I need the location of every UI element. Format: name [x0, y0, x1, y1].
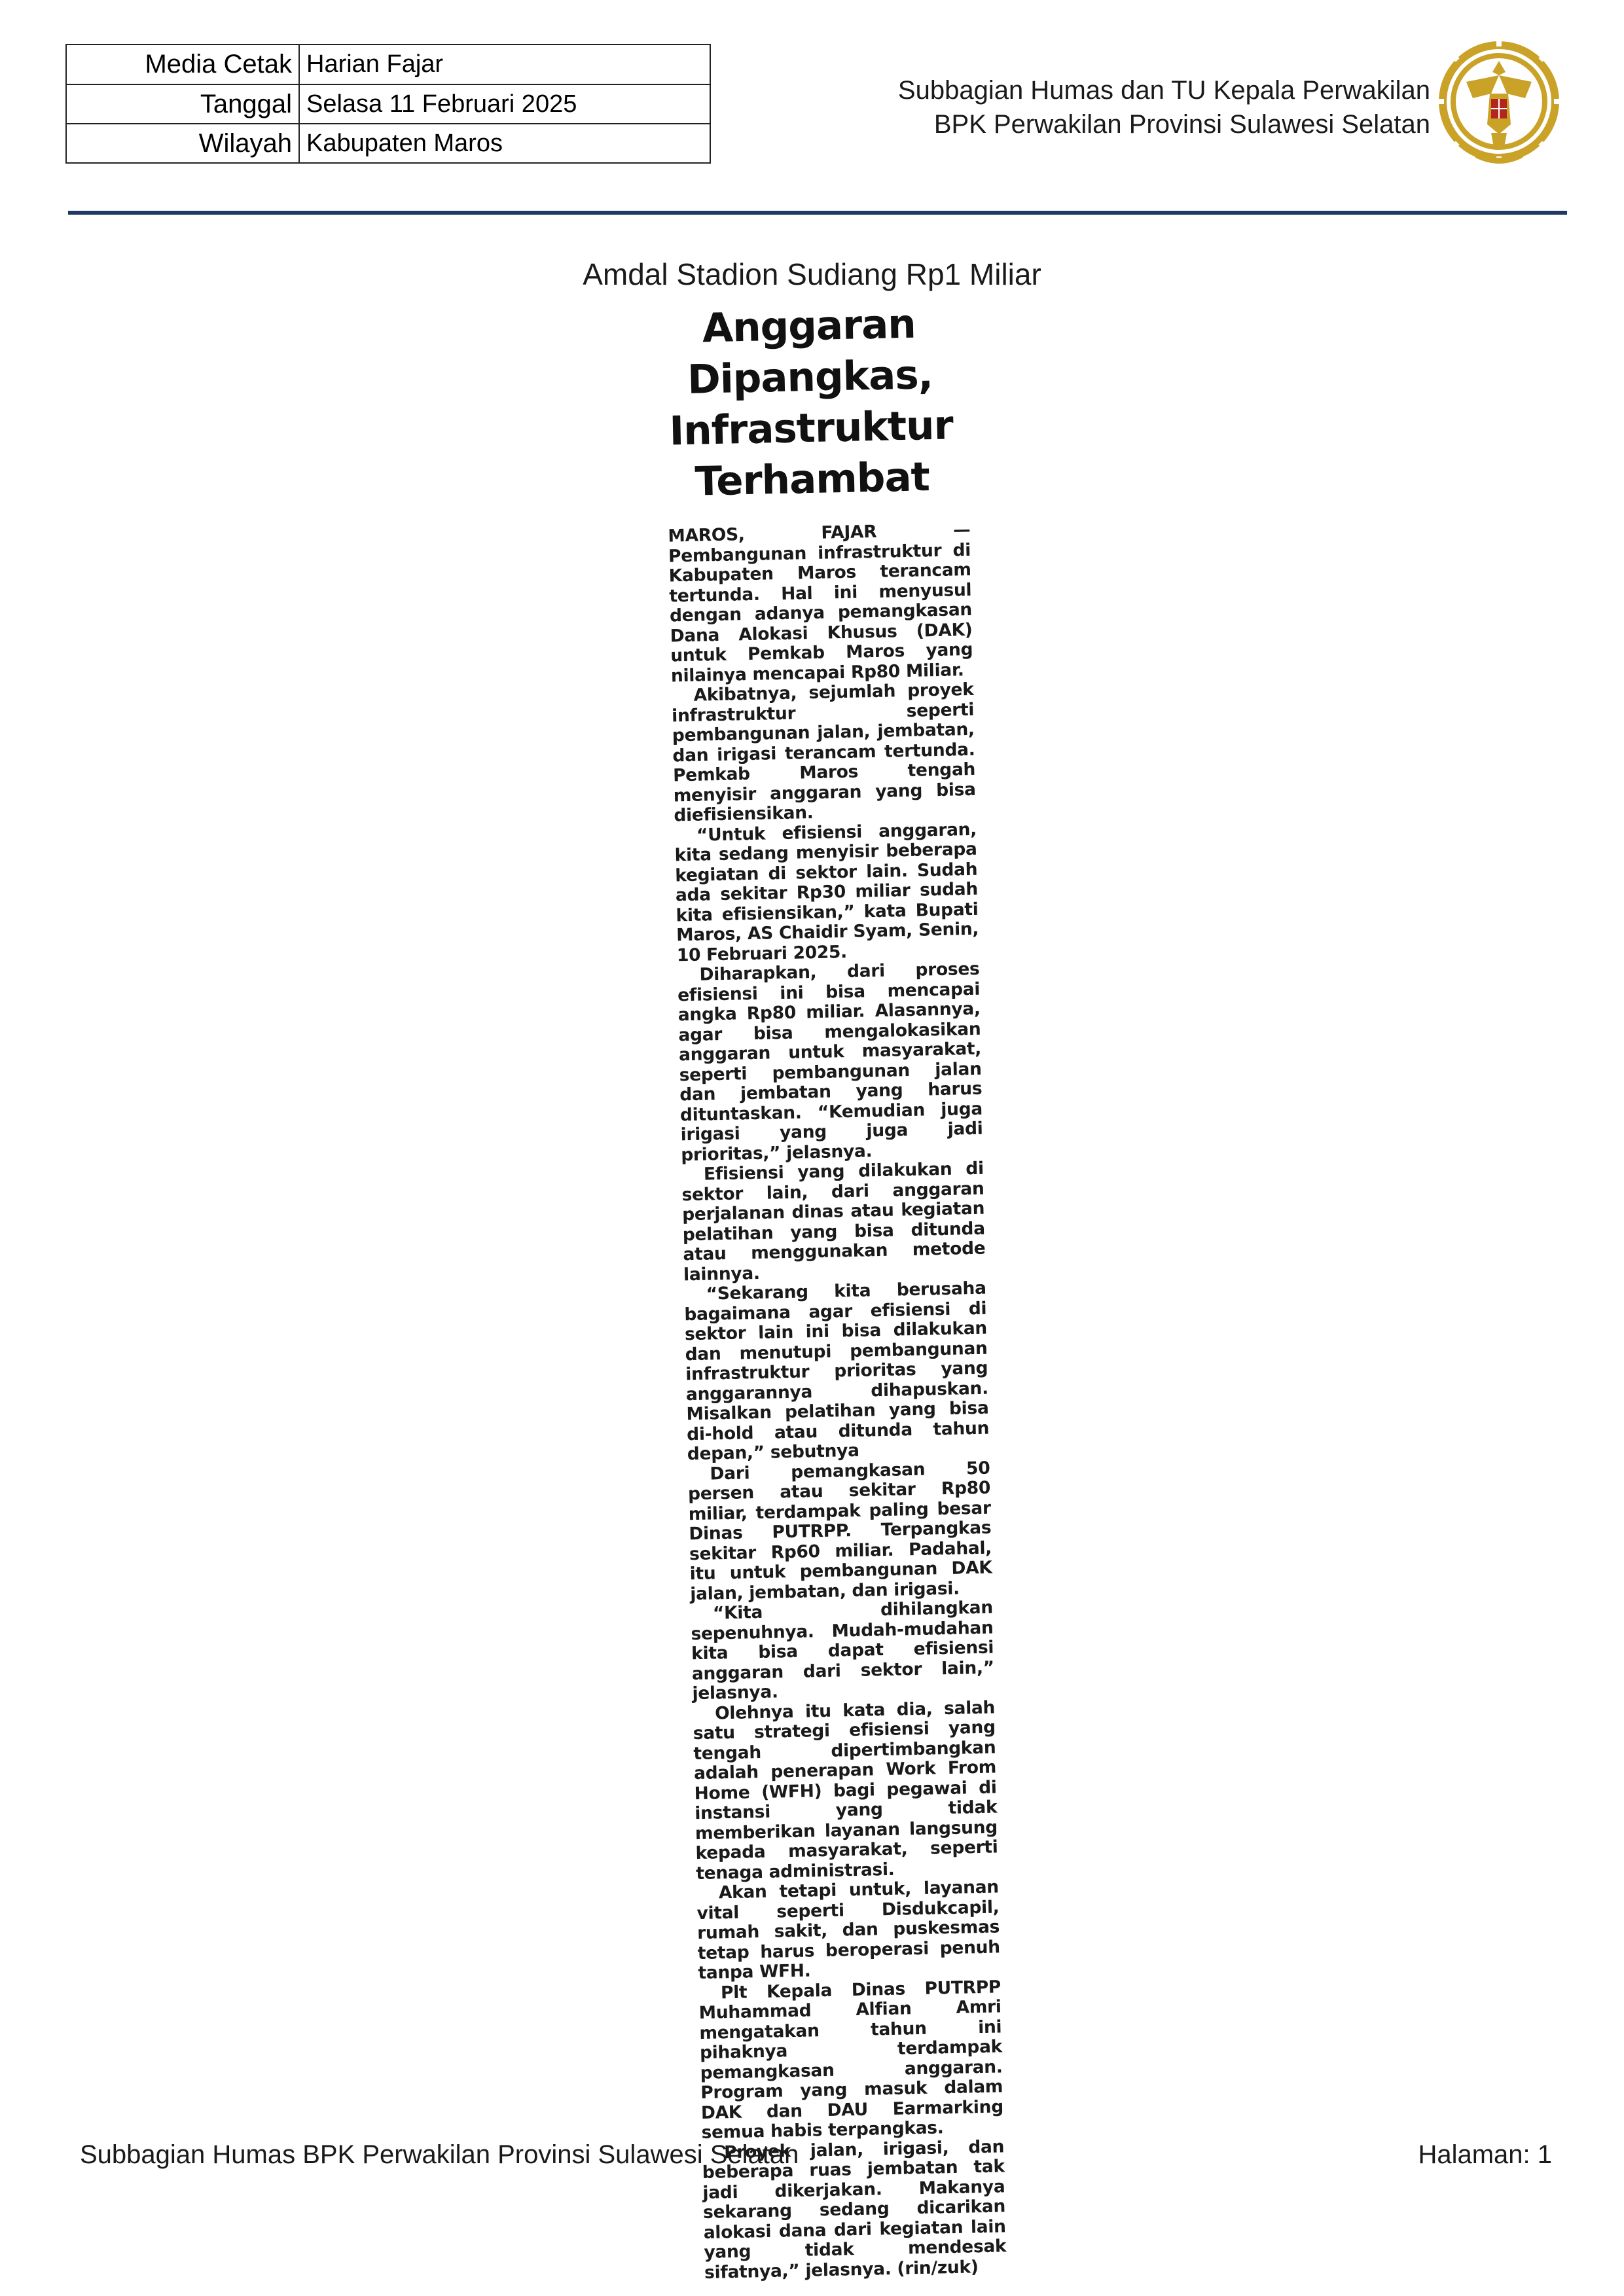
info-row-media — [66, 45, 710, 84]
info-row-region — [66, 124, 710, 163]
paragraph-5: Efisiensi yang dilakukan di sektor lain, dari anggaran perjalanan dinas atau kegiatan pelatihan yang bisa ditunda atau menggunakan metode lainnya. — [681, 1158, 986, 1285]
paragraph-9: Olehnya itu kata dia, salah satu strategi efisiensi yang tengah dipertimbangkan adalah penerapan Work From Home (WFH) bagi pegawai di instansi yang tidak memberikan layanan langsung kepada masyarakat, seperti tenaga administrasi. — [693, 1697, 998, 1884]
region-value: Kabupaten Maros — [299, 124, 710, 163]
paragraph-1-text: — Pembangunan infrastruktur di Kabupaten Maros terancam tertunda. Hal ini menyusul dengan adanya pemangkasan Dana Alokasi Khusus (DAK) untuk Pemkab Maros yang nilainya mencapai Rp80 Miliar. — [668, 519, 973, 687]
headline-line-3: Infrastruktur — [668, 402, 954, 455]
paragraph-11: Plt Kepala Dinas PUTRPP Muhammad Alfian Amri mengatakan tahun ini pihaknya terdampak pemangkasan anggaran. Program yang masuk dalam DAK dan DAU Earmarking semua habis terpangkas. — [698, 1976, 1004, 2144]
paragraph-1 — [668, 520, 973, 687]
headline-line-1: Anggaran — [702, 300, 916, 352]
footer-page-number: Halaman: 1 — [1418, 2140, 1552, 2169]
header-divider — [68, 211, 1567, 215]
paragraph-7: Dari pemangkasan 50 persen atau sekitar Rp80 miliar, terdampak paling besar Dinas PUTRPP. Terpangkas sekitar Rp60 miliar. Padahal, itu untuk pembangunan DAK jalan, jembatan, dan irigasi. — [687, 1458, 992, 1604]
paragraph-3: “Untuk efisiensi anggaran, kita sedang menyisir beberapa kegiatan di sektor lain. Sudah ada sekitar Rp30 miliar sudah kita efisiensikan,” kata Bupati Maros, AS Chaidir Syam, Senin, 10 Februari 2025. — [674, 819, 979, 965]
paragraph-6: “Sekarang kita berusaha bagaimana agar efisiensi di sektor lain ini bisa dilakukan dan menutupi pembangunan infrastruktur prioritas yang anggarannya dihapuskan. Misalkan pelatihan yang bisa di-hold atau ditunda tahun depan,” sebutnya — [684, 1278, 990, 1465]
paragraph-2: Akibatnya, sejumlah proyek infrastruktur seperti pembangunan jalan, jembatan, dan irigasi terancam tertunda. Pemkab Maros tengah menyisir anggaran yang bisa diefisiensikan. — [671, 679, 976, 826]
region-label: Wilayah — [66, 124, 299, 163]
info-table — [65, 44, 711, 164]
media-value: Harian Fajar — [299, 45, 710, 84]
paragraph-12: Proyek jalan, irigasi, dan beberapa ruas jembatan tak jadi dikerjakan. Makanya sekarang sedang dicarikan alokasi dana dari kegiatan lain yang tidak mendesak sifatnya,” jelasnya. (rin/zuk) — [702, 2136, 1007, 2283]
paragraph-4: Diharapkan, dari proses efisiensi ini bisa mencapai angka Rp80 miliar. Alasannya, agar bisa mengalokasikan anggaran untuk masyarakat, seperti pembangunan jalan dan jembatan yang harus dituntaskan. “Kemudian juga irigasi yang juga jadi prioritas,” jelasnya. — [677, 958, 983, 1165]
paragraph-8: “Kita dihilangkan sepenuhnya. Mudah-mudahan kita bisa dapat efisiensi anggaran dari sektor lain,” jelasnya. — [691, 1597, 995, 1704]
info-row-date — [66, 84, 710, 124]
paragraph-10: Akan tetapi untuk, layanan vital seperti Disdukcapil, rumah sakit, dan puskesmas tetap harus beroperasi penuh tanpa WFH. — [696, 1876, 1001, 1984]
office-header-line2: BPK Perwakilan Provinsi Sulawesi Selatan — [933, 110, 1430, 139]
headline-line-4: Terhambat — [694, 454, 930, 505]
date-value: Selasa 11 Februari 2025 — [299, 84, 710, 124]
office-header-line1: Subbagian Humas dan TU Kepala Perwakilan — [897, 76, 1430, 105]
headline — [619, 297, 1002, 509]
newspaper-clipping — [619, 297, 1036, 2283]
article-body — [623, 520, 1039, 2284]
date-label: Tanggal — [66, 84, 299, 124]
headline-line-2: Dipangkas, — [687, 351, 933, 403]
footer-office: Subbagian Humas BPK Perwakilan Provinsi Sulawesi Selatan — [80, 2140, 799, 2169]
media-label: Media Cetak — [66, 45, 299, 84]
dateline: MAROS, FAJAR — [668, 521, 877, 547]
office-header — [898, 73, 1430, 141]
article-title: Amdal Stadion Sudiang Rp1 Miliar — [583, 257, 1041, 291]
bpk-emblem-icon — [1434, 36, 1564, 173]
